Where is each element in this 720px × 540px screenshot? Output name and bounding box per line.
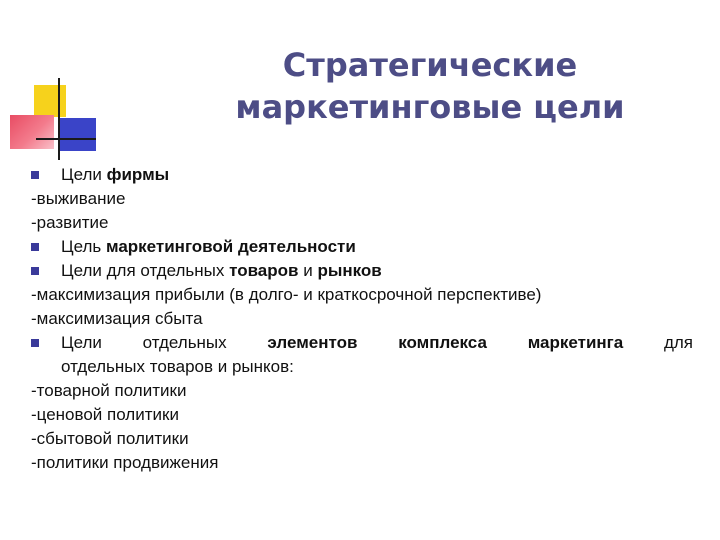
text: Цели для отдельных (61, 261, 230, 280)
bold-text: рынков (317, 261, 382, 280)
line-sales-maximization: -максимизация сбыта (31, 309, 203, 328)
yellow-square (34, 85, 66, 117)
square-bullet-icon (31, 243, 39, 251)
line-price-policy: -ценовой политики (31, 405, 179, 424)
decorative-corner-graphic (0, 0, 120, 170)
text: Цель (61, 237, 106, 256)
line-profit-maximization: -максимизация прибыли (в долго- и краткосрочной перспективе) (31, 285, 542, 304)
line-sales-policy: -сбытовой политики (31, 429, 189, 448)
bold-text: фирмы (106, 165, 170, 184)
title-line-1: Стратегические (282, 46, 578, 84)
line-promotion-policy: -политики продвижения (31, 453, 219, 472)
text: отдельных (142, 333, 227, 352)
bullet-marketing-goal (31, 235, 693, 259)
bold-text: маркетинговой деятельности (105, 237, 356, 256)
text: Цели (61, 165, 107, 184)
bold-text: элементов (267, 333, 358, 352)
square-bullet-icon (31, 339, 39, 347)
line-survival: -выживание (31, 189, 126, 208)
square-bullet-icon (31, 171, 39, 179)
square-bullet-icon (31, 267, 39, 275)
slide-title (160, 44, 700, 128)
slide-body (31, 163, 693, 475)
bold-text: маркетинга (527, 333, 624, 352)
blue-square (58, 118, 96, 151)
horizontal-line (36, 138, 96, 140)
bullet-marketing-mix (31, 331, 693, 355)
text: Цели (61, 333, 102, 352)
bullet-products-markets (31, 259, 693, 283)
bullet-marketing-mix-continuation: отдельных товаров и рынков: (61, 357, 294, 376)
bold-text: товаров (229, 261, 299, 280)
bold-text: комплекса (398, 333, 487, 352)
title-line-2: маркетинговые цели (235, 88, 625, 126)
line-product-policy: -товарной политики (31, 381, 187, 400)
red-square (10, 115, 54, 149)
text: для (663, 333, 694, 352)
bullet-firm-goals (31, 163, 693, 187)
line-development: -развитие (31, 213, 109, 232)
vertical-line (58, 78, 60, 160)
text: и (298, 261, 318, 280)
